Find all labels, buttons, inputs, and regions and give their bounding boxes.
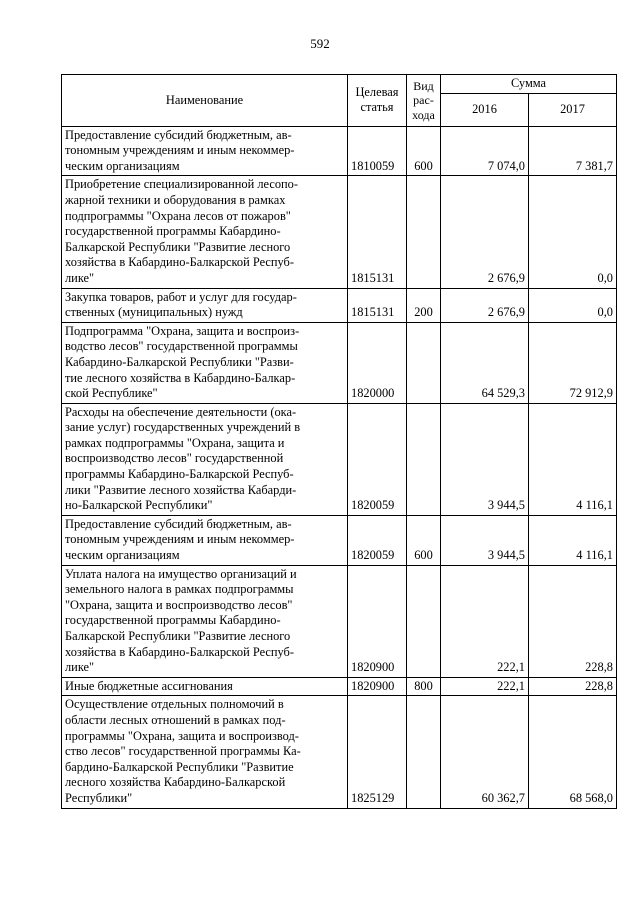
row-name-line: Расходы на обеспечение деятельности (ока- [65,404,297,419]
row-name-line: ческим организациям [65,548,180,563]
row-name [62,126,348,176]
row-name-line: тономным учреждениям и иным некоммер- [65,532,295,547]
row-code: 1820000 [348,322,407,403]
row-code: 1820900 [348,565,407,677]
row-name [62,288,348,322]
table-row [62,126,617,176]
row-name-line: Подпрограмма "Охрана, защита и воспроиз- [65,323,300,338]
row-code: 1825129 [348,696,407,808]
row-name-line: водство лесов" государственной программы [65,339,298,354]
row-name-line: лике" [65,270,95,285]
row-name-line: Уплата налога на имущество организаций и [65,566,297,581]
row-name-line: хозяйства в Кабардино-Балкарской Респуб- [65,255,294,270]
row-value-2017: 7 381,7 [529,126,617,176]
row-name-line: программы Кабардино-Балкарской Респуб- [65,467,294,482]
row-kind [407,176,441,288]
row-name-line: программы "Охрана, защита и воспроизвод- [65,728,299,743]
row-kind [407,322,441,403]
row-name [62,403,348,515]
row-code: 1820059 [348,403,407,515]
row-name [62,176,348,288]
row-kind [407,565,441,677]
row-name-line: лике" [65,660,95,675]
row-value-2017: 228,8 [529,677,617,696]
row-name-line: государственной программы Кабардино- [65,224,281,239]
row-value-2016: 7 074,0 [441,126,529,176]
row-code: 1820059 [348,515,407,565]
header-sum: Сумма [441,75,617,94]
row-name-line: Балкарской Республики "Развитие лесного [65,239,291,254]
row-value-2016: 64 529,3 [441,322,529,403]
row-value-2017: 4 116,1 [529,515,617,565]
table-row [62,288,617,322]
row-name-line: ство лесов" государственной программы Ка- [65,744,301,759]
row-value-2016: 3 944,5 [441,403,529,515]
row-value-2016: 3 944,5 [441,515,529,565]
row-name-line: ческим организациям [65,158,180,173]
row-name-line: тономным учреждениям и иным некоммер- [65,143,295,158]
header-kind: Вид рас-хода [407,75,441,127]
row-name-line: рамках подпрограммы "Охрана, защита и [65,435,285,450]
row-name [62,677,348,696]
row-name-line: Кабардино-Балкарской Республики "Разви- [65,354,294,369]
row-kind: 800 [407,677,441,696]
row-name-line: Предоставление субсидий бюджетным, ав- [65,127,292,142]
header-year-2016: 2016 [441,93,529,126]
row-kind [407,696,441,808]
table-body [62,126,617,808]
row-kind: 600 [407,126,441,176]
row-code: 1820900 [348,677,407,696]
row-name-line: Иные бюджетные ассигнования [65,678,233,693]
row-value-2017: 0,0 [529,288,617,322]
row-name-line: зание услуг) государственных учреждений в [65,420,301,435]
row-name-line: хозяйства в Кабардино-Балкарской Респуб- [65,644,294,659]
row-name-line: тие лесного хозяйства в Кабардино-Балкар- [65,370,296,385]
table-row [62,322,617,403]
header-row-top [62,75,617,94]
row-name-line: лики "Развитие лесного хозяйства Кабарди- [65,482,297,497]
row-value-2017: 4 116,1 [529,403,617,515]
row-name-line: бардино-Балкарской Республики "Развитие [65,759,294,774]
row-code: 1815131 [348,176,407,288]
row-name-line: воспроизводство лесов" государственной [65,451,284,466]
row-name-line: государственной программы Кабардино- [65,613,281,628]
row-value-2016: 222,1 [441,677,529,696]
row-name-line: лесного хозяйства Кабардино-Балкарской [65,775,286,790]
row-value-2016: 2 676,9 [441,176,529,288]
row-name-line: но-Балкарской Республики" [65,498,213,513]
row-code: 1810059 [348,126,407,176]
row-name [62,565,348,677]
row-value-2017: 72 912,9 [529,322,617,403]
row-kind: 600 [407,515,441,565]
row-value-2017: 228,8 [529,565,617,677]
row-value-2016: 60 362,7 [441,696,529,808]
row-name-line: Закупка товаров, работ и услуг для государ- [65,289,297,304]
row-value-2017: 0,0 [529,176,617,288]
row-name-line: земельного налога в рамках подпрограммы [65,582,294,597]
row-name-line: Предоставление субсидий бюджетным, ав- [65,516,292,531]
row-name-line: подпрограммы "Охрана лесов от пожаров" [65,208,291,223]
row-name-line: Приобретение специализированной лесопо- [65,177,298,192]
header-year-2017: 2017 [529,93,617,126]
row-name-line: "Охрана, защита и воспроизводство лесов" [65,597,293,612]
table-row [62,565,617,677]
row-name-line: области лесных отношений в рамках под- [65,712,286,727]
row-name-line: ской Республике" [65,386,158,401]
row-name [62,322,348,403]
row-name [62,696,348,808]
row-value-2016: 2 676,9 [441,288,529,322]
table-row [62,403,617,515]
budget-table [61,74,617,809]
table-row [62,677,617,696]
page-number: 592 [310,36,330,51]
row-name-line: Осуществление отдельных полномочий в [65,697,284,712]
header-code: Целевая статья [348,75,407,127]
row-name-line: Балкарской Республики "Развитие лесного [65,629,291,643]
row-name-line: ственных (муниципальных) нужд [65,305,243,320]
row-name [62,515,348,565]
row-kind: 200 [407,288,441,322]
header-name: Наименование [62,75,348,127]
row-value-2017: 68 568,0 [529,696,617,808]
row-kind [407,403,441,515]
table-row [62,515,617,565]
row-value-2016: 222,1 [441,565,529,677]
table-row [62,696,617,808]
table-row [62,176,617,288]
row-name-line: Республики" [65,790,133,805]
row-code: 1815131 [348,288,407,322]
row-name-line: жарной техники и оборудования в рамках [65,192,286,207]
